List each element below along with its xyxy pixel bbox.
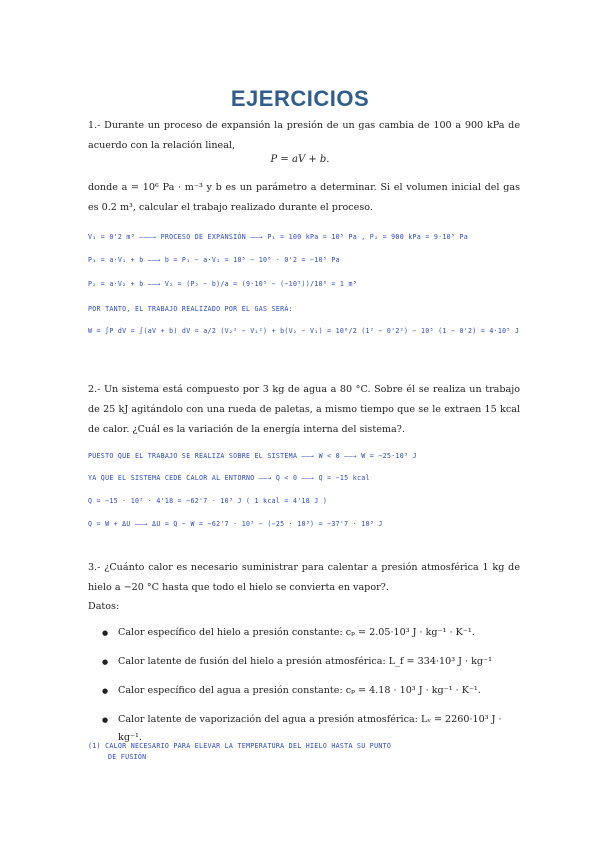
handwritten-line: POR TANTO, EL TRABAJO REALIZADO POR EL GAS SERÁ: xyxy=(88,305,293,313)
handwritten-line: W = ∫P dV = ∫(aV + b) dV = a/2 (V₂² − V₁²) + b(V₂ − V₁) = 10⁶/2 (1² − 0'2²) − 10⁵ (1 − 0'2) = 4·10⁵ J xyxy=(88,327,520,335)
exercise-3-statement: 3.- ¿Cuánto calor es necesario suministrar para calentar a presión atmosférica 1 kg de hielo a −20 °C hasta que todo el hielo se convierta en vapor?. xyxy=(88,562,520,593)
list-item: ● Calor latente de vaporización del agua a presión atmosférica: Lᵥ = 2260·10³ J · kg⁻¹. xyxy=(100,711,520,740)
list-item: ● Calor específico del agua a presión constante: cₚ = 4.18 · 10³ J · kg⁻¹ · K⁻¹. xyxy=(100,682,520,711)
handwritten-line: Q = W + ΔU ——→ ΔU = Q − W = −62'7 · 10³ − (−25 · 10³) = −37'7 · 10³ J xyxy=(88,520,383,528)
exercise-1-statement: 1.- Durante un proceso de expansión la presión de un gas cambia de 100 a 900 kPa de acuerdo con la relación lineal, xyxy=(88,120,520,151)
handwritten-line: V₁ = 0'2 m³ ———→ PROCESO DE EXPANSIÓN ——→ P₁ = 100 kPa = 10⁵ Pa , P₂ = 900 kPa = 9·10⁵ Pa xyxy=(88,233,469,241)
list-item: ● Calor latente de fusión del hielo a presión atmosférica: L_f = 334·10³ J · kg⁻¹ xyxy=(100,653,520,682)
datos-list xyxy=(100,624,520,743)
handwritten-line: PUESTO QUE EL TRABAJO SE REALIZA SOBRE EL SISTEMA ——→ W < 0 ——→ W = −25·10³ J xyxy=(88,452,417,460)
exercise-1-equation: P = aV + b. xyxy=(270,154,330,165)
handwritten-line: (1) CALOR NECESARIO PARA ELEVAR LA TEMPERATURA DEL HIELO HASTA SU PUNTO xyxy=(88,742,392,750)
list-item: ● Calor específico del hielo a presión constante: cₚ = 2.05·10³ J · kg⁻¹ · K⁻¹. xyxy=(100,624,520,653)
handwritten-line: YA QUE EL SISTEMA CEDE CALOR AL ENTORNO ——→ Q < 0 ——→ Q = −15 kcal xyxy=(88,474,370,482)
datos-label: Datos: xyxy=(88,601,120,612)
handwritten-line: DE FUSIÓN xyxy=(108,753,147,761)
page-title: EJERCICIOS xyxy=(230,86,370,111)
handwritten-line: Q = −15 · 10³ · 4'18 = −62'7 · 10³ J ( 1 kcal = 4'18 J ) xyxy=(88,497,328,505)
handwritten-line: P₂ = a·V₂ + b ——→ V₂ = (P₂ − b)/a = (9·10⁵ − (−10⁵))/10⁶ = 1 m³ xyxy=(88,280,357,288)
exercise-2-statement: 2.- Un sistema está compuesto por 3 kg de agua a 80 °C. Sobre él se realiza un trabajo de 25 kJ agitándolo con una rueda de paletas, a mismo tiempo que se le extraen 15 kcal de calor. ¿Cuál es la variación de la energía interna del sistema?. xyxy=(88,384,520,435)
handwritten-line: P₁ = a·V₁ + b ——→ b = P₁ − a·V₁ = 10⁵ − 10⁶ · 0'2 = −10⁵ Pa xyxy=(88,256,340,264)
exercise-1-statement-cont: donde a = 10⁶ Pa · m⁻³ y b es un parámetro a determinar. Si el volumen inicial del gas es 0.2 m³, calcular el trabajo realizado durante el proceso. xyxy=(88,182,520,213)
